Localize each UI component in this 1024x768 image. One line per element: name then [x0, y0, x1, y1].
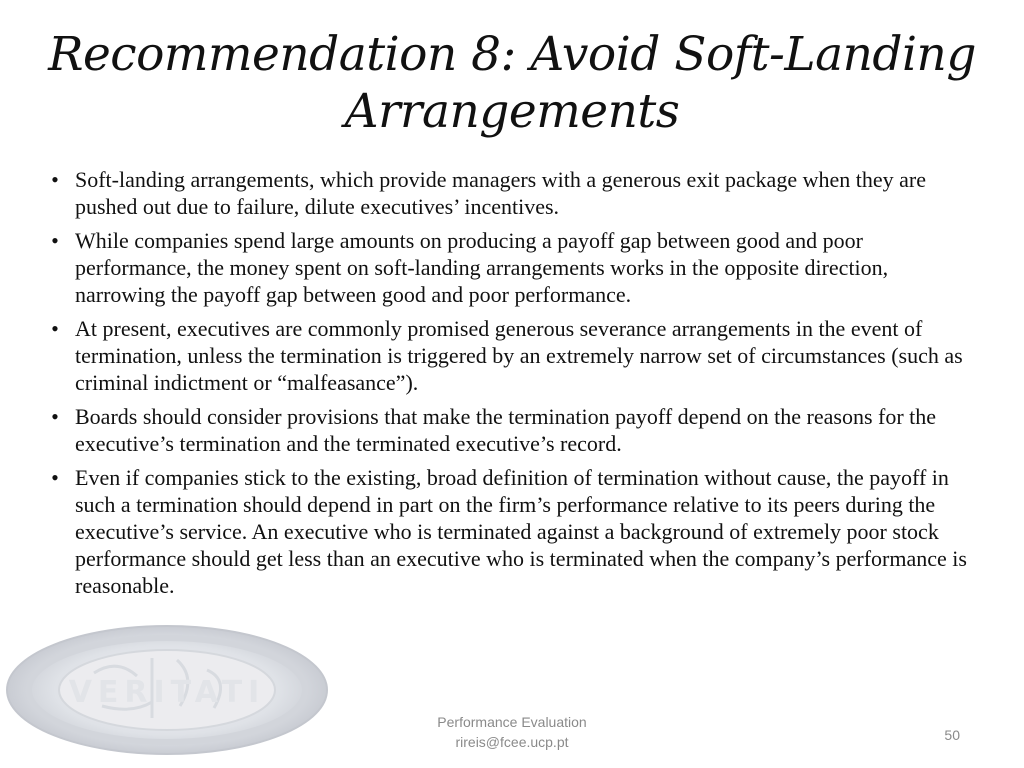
- bullet-dot-icon: •: [51, 316, 59, 341]
- bullet-dot-icon: •: [51, 228, 59, 253]
- bullet-text: At present, executives are commonly promised generous severance arrangements in the event of termination, unless the termination is triggered by an extremely narrow set of circumstances (such as criminal indictment or “malfeasance”).: [75, 316, 963, 395]
- slide-title: Recommendation 8: Avoid Soft-Landing Arrangements: [48, 27, 976, 139]
- bullet-text: Even if companies stick to the existing, broad definition of termination without cause, the payoff in such a termination should depend in part on the firm’s performance relative to its peers during the executive’s service. An executive who is terminated against a background of extremely poor stock performance should get less than an executive who is terminated when the company’s performance is reasonable.: [75, 465, 967, 598]
- bullet-text: Soft-landing arrangements, which provide managers with a generous exit package when they are pushed out due to failure, dilute executives’ incentives.: [75, 167, 926, 219]
- bullet-dot-icon: •: [51, 167, 59, 192]
- bullet-list: [48, 166, 978, 606]
- bullet-item: [48, 464, 978, 599]
- bullet-text: While companies spend large amounts on producing a payoff gap between good and poor performance, the money spent on soft-landing arrangements works in the opposite direction, narrowing the payoff gap between good and poor performance.: [75, 228, 889, 307]
- footer: [362, 712, 662, 752]
- footer-course: Performance Evaluation: [437, 714, 587, 730]
- bullet-item: [48, 166, 978, 220]
- seal-text: VERITATI: [68, 675, 266, 710]
- bullet-item: [48, 315, 978, 396]
- footer-email: rireis@fcee.ucp.pt: [455, 734, 569, 750]
- bullet-item: [48, 403, 978, 457]
- university-seal-icon: [2, 618, 332, 758]
- page-number: 50: [944, 727, 960, 743]
- bullet-text: Boards should consider provisions that make the termination payoff depend on the reasons for the executive’s termination and the terminated executive’s record.: [75, 404, 937, 456]
- bullet-item: [48, 227, 978, 308]
- bullet-dot-icon: •: [51, 465, 59, 490]
- bullet-dot-icon: •: [51, 404, 59, 429]
